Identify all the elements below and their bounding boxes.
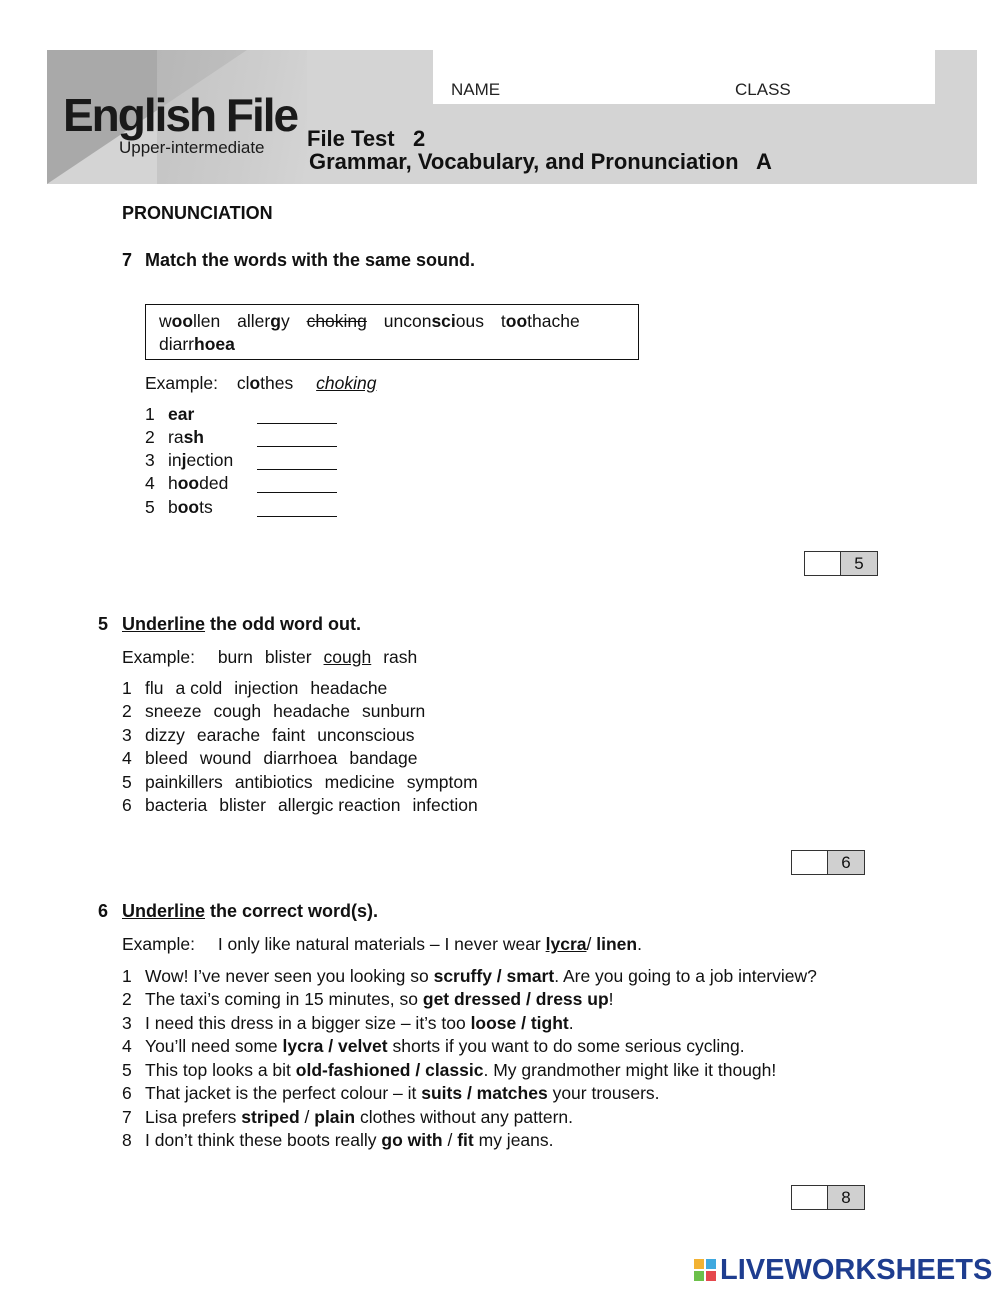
answer-blank[interactable] xyxy=(257,423,337,424)
score-total: 5 xyxy=(840,552,877,575)
word-choice[interactable]: bacteria xyxy=(145,795,208,815)
item-number: 4 xyxy=(122,1036,132,1056)
question-number: 5 xyxy=(98,614,109,634)
odd-word-row xyxy=(145,725,415,746)
item-number: 5 xyxy=(122,772,132,792)
item-number: 2 xyxy=(145,427,155,447)
word-choice[interactable]: medicine xyxy=(324,772,395,792)
word-choice[interactable]: sneeze xyxy=(145,701,202,721)
example-row: Example: burn blister cough rash xyxy=(122,647,418,667)
word-choice[interactable]: plain xyxy=(314,1107,356,1127)
word-option-crossed: choking xyxy=(306,311,367,331)
word-box-line xyxy=(159,311,590,332)
example-row: Example: clothes choking xyxy=(145,373,377,393)
word-choice[interactable]: unconscious xyxy=(317,725,415,745)
word-choice[interactable]: headache xyxy=(273,701,351,721)
word-choice[interactable]: symptom xyxy=(406,772,478,792)
item-number: 8 xyxy=(122,1130,132,1150)
item-number: 3 xyxy=(145,450,155,470)
logo-title: English File xyxy=(63,89,298,141)
item-number: 3 xyxy=(122,1013,132,1033)
name-label: NAME xyxy=(451,80,501,99)
word-choice[interactable]: cough xyxy=(213,701,262,721)
answer-blank[interactable] xyxy=(257,516,337,517)
word-choice[interactable]: fit xyxy=(457,1130,474,1150)
item-number: 2 xyxy=(122,989,132,1009)
word-choice[interactable]: bandage xyxy=(349,748,418,768)
word-choice[interactable]: diarrhoea xyxy=(263,748,338,768)
item-number: 1 xyxy=(145,404,155,424)
score-box[interactable] xyxy=(804,551,878,576)
item-number: 3 xyxy=(122,725,132,745)
word-choice[interactable]: striped xyxy=(241,1107,300,1127)
word-choice[interactable]: suits / matches xyxy=(421,1083,548,1103)
word-choice[interactable]: dizzy xyxy=(145,725,185,745)
word-choice[interactable]: get dressed / dress up xyxy=(422,989,609,1009)
item-number: 6 xyxy=(122,795,132,815)
word-choice[interactable]: scruffy / smart xyxy=(433,966,555,986)
score-total: 8 xyxy=(827,1186,864,1209)
pronunciation-word: boots xyxy=(168,497,213,517)
example-row: Example: I only like natural materials – I never wear lycra/ linen. xyxy=(122,934,642,954)
item-number: 5 xyxy=(122,1060,132,1080)
word-choice[interactable]: earache xyxy=(196,725,261,745)
question-instruction: Match the words with the same sound. xyxy=(145,250,476,270)
word-box-line xyxy=(159,334,235,355)
sentence-row: I don’t think these boots really go with / fit my jeans. xyxy=(145,1130,554,1150)
question-instruction: Underline the odd word out. xyxy=(122,614,361,634)
answer-blank[interactable] xyxy=(257,492,337,493)
pronunciation-word: hooded xyxy=(168,473,229,493)
odd-word-row xyxy=(145,748,418,769)
word-option: woollen xyxy=(159,311,221,331)
question-number: 7 xyxy=(122,250,133,270)
file-test-title: File Test 2 xyxy=(307,126,426,151)
word-choice[interactable]: old-fashioned / classic xyxy=(295,1060,484,1080)
word-choice[interactable]: go with xyxy=(381,1130,443,1150)
item-number: 1 xyxy=(122,966,132,986)
pronunciation-word: rash xyxy=(168,427,204,447)
odd-word-row xyxy=(145,772,478,793)
word-choice[interactable]: faint xyxy=(272,725,306,745)
item-number: 4 xyxy=(122,748,132,768)
odd-word-row xyxy=(145,678,387,699)
item-number: 1 xyxy=(122,678,132,698)
word-choice[interactable]: headache xyxy=(310,678,388,698)
word-choice[interactable]: a cold xyxy=(175,678,223,698)
sentence-row: This top looks a bit old-fashioned / classic. My grandmother might like it though! xyxy=(145,1060,777,1080)
word-choice[interactable]: lycra / velvet xyxy=(282,1036,388,1056)
logo-subtitle: Upper-intermediate xyxy=(119,138,265,157)
word-choice[interactable]: allergic reaction xyxy=(277,795,401,815)
answer-blank[interactable] xyxy=(257,446,337,447)
example-answer: choking xyxy=(316,373,377,393)
word-option: toothache xyxy=(500,311,580,331)
word-option: allergy xyxy=(237,311,290,331)
sentence-row: I need this dress in a bigger size – it’s too loose / tight. xyxy=(145,1013,574,1033)
word-choice[interactable]: blister xyxy=(219,795,266,815)
item-number: 2 xyxy=(122,701,132,721)
name-class-strip xyxy=(433,50,935,104)
score-box[interactable] xyxy=(791,1185,865,1210)
word-choice[interactable]: antibiotics xyxy=(234,772,313,792)
liveworksheets-logo[interactable]: LIVEWORKSHEETS xyxy=(720,1254,993,1286)
test-subtitle: Grammar, Vocabulary, and Pronunciation A xyxy=(309,149,772,174)
sentence-row: That jacket is the perfect colour – it suits / matches your trousers. xyxy=(145,1083,660,1103)
score-total: 6 xyxy=(827,851,864,874)
word-option: diarrhoea xyxy=(159,334,235,354)
word-choice[interactable]: flu xyxy=(145,678,164,698)
word-choice[interactable]: injection xyxy=(234,678,299,698)
word-box xyxy=(145,304,639,360)
item-number: 6 xyxy=(122,1083,132,1103)
odd-word-row xyxy=(145,701,425,722)
item-number: 5 xyxy=(145,497,155,517)
sentence-row: The taxi’s coming in 15 minutes, so get dressed / dress up! xyxy=(145,989,614,1009)
item-number: 4 xyxy=(145,473,155,493)
answer-blank[interactable] xyxy=(257,469,337,470)
pronunciation-word: ear xyxy=(168,404,195,424)
word-choice[interactable]: sunburn xyxy=(362,701,426,721)
question-number: 6 xyxy=(98,901,109,921)
test-header-banner xyxy=(47,50,977,184)
item-number: 7 xyxy=(122,1107,132,1127)
word-choice[interactable]: bleed xyxy=(145,748,188,768)
sentence-row: Wow! I’ve never seen you looking so scruffy / smart. Are you going to a job interview? xyxy=(145,966,817,986)
pronunciation-word: injection xyxy=(168,450,234,470)
class-label: CLASS xyxy=(735,80,791,99)
word-choice[interactable]: loose / tight xyxy=(470,1013,569,1033)
score-box[interactable] xyxy=(791,850,865,875)
question-instruction: Underline the correct word(s). xyxy=(122,901,379,921)
liveworksheets-logo-icon xyxy=(694,1259,716,1281)
word-choice[interactable]: wound xyxy=(199,748,252,768)
word-choice[interactable]: painkillers xyxy=(145,772,223,792)
word-option: unconscious xyxy=(383,311,484,331)
section-heading: PRONUNCIATION xyxy=(122,203,273,223)
word-choice[interactable]: infection xyxy=(412,795,478,815)
sentence-row: You’ll need some lycra / velvet shorts if you want to do some serious cycling. xyxy=(145,1036,745,1056)
sentence-row: Lisa prefers striped / plain clothes without any pattern. xyxy=(145,1107,573,1127)
odd-word-row xyxy=(145,795,478,816)
